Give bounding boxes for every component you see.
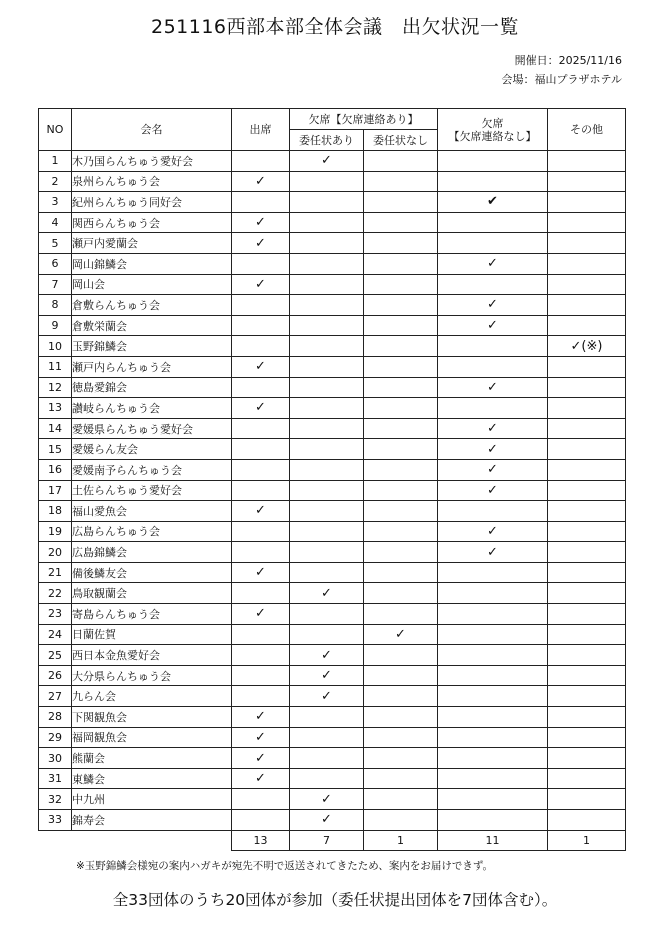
table-row xyxy=(39,459,626,480)
row-proxy-yes-cell xyxy=(290,377,364,398)
row-proxy-yes-cell xyxy=(290,521,364,542)
row-name: 愛媛南予らんちゅう会 xyxy=(72,459,232,480)
row-attend-cell: ✓ xyxy=(232,171,290,192)
row-attend-cell: ✓ xyxy=(232,501,290,522)
row-attend-cell xyxy=(232,459,290,480)
row-other-cell xyxy=(548,789,626,810)
row-name: 玉野錦鱗会 xyxy=(72,336,232,357)
table-row xyxy=(39,810,626,831)
row-number: 29 xyxy=(39,727,72,748)
row-proxy-no-cell: ✓ xyxy=(364,624,438,645)
row-other-cell xyxy=(548,233,626,254)
row-absent-no-notice-cell xyxy=(438,583,548,604)
row-proxy-yes-cell xyxy=(290,707,364,728)
row-attend-cell xyxy=(232,583,290,604)
row-absent-no-notice-cell: ✓ xyxy=(438,295,548,316)
row-proxy-no-cell xyxy=(364,274,438,295)
table-row xyxy=(39,542,626,563)
row-absent-no-notice-cell xyxy=(438,748,548,769)
total-proxy-no: 1 xyxy=(364,830,438,851)
row-proxy-no-cell xyxy=(364,768,438,789)
row-proxy-no-cell xyxy=(364,645,438,666)
row-number: 2 xyxy=(39,171,72,192)
row-absent-no-notice-cell xyxy=(438,624,548,645)
row-attend-cell: ✓ xyxy=(232,398,290,419)
totals-spacer xyxy=(39,830,72,851)
row-number: 17 xyxy=(39,480,72,501)
row-proxy-yes-cell xyxy=(290,253,364,274)
row-name: 愛媛県らんちゅう愛好会 xyxy=(72,418,232,439)
row-proxy-yes-cell xyxy=(290,562,364,583)
row-number: 18 xyxy=(39,501,72,522)
row-absent-no-notice-cell xyxy=(438,356,548,377)
row-other-cell xyxy=(548,645,626,666)
row-proxy-yes-cell xyxy=(290,418,364,439)
row-proxy-no-cell xyxy=(364,233,438,254)
row-name: 鳥取観蘭会 xyxy=(72,583,232,604)
row-attend-cell xyxy=(232,151,290,172)
row-attend-cell: ✓ xyxy=(232,233,290,254)
attendance-table xyxy=(38,108,626,851)
row-name: 下関観魚会 xyxy=(72,707,232,728)
row-other-cell xyxy=(548,377,626,398)
row-other-cell xyxy=(548,748,626,769)
row-name: 瀬戸内らんちゅう会 xyxy=(72,356,232,377)
row-name: 広島らんちゅう会 xyxy=(72,521,232,542)
row-number: 14 xyxy=(39,418,72,439)
row-proxy-yes-cell xyxy=(290,748,364,769)
row-name: 関西らんちゅう会 xyxy=(72,212,232,233)
row-other-cell xyxy=(548,604,626,625)
row-other-cell xyxy=(548,707,626,728)
totals-spacer xyxy=(72,830,232,851)
row-number: 8 xyxy=(39,295,72,316)
table-row xyxy=(39,295,626,316)
totals-row xyxy=(39,830,626,851)
row-proxy-yes-cell xyxy=(290,212,364,233)
row-proxy-yes-cell xyxy=(290,356,364,377)
row-name: 錦寿会 xyxy=(72,810,232,831)
row-name: 九らん会 xyxy=(72,686,232,707)
row-other-cell xyxy=(548,727,626,748)
row-proxy-no-cell xyxy=(364,439,438,460)
row-proxy-yes-cell xyxy=(290,727,364,748)
row-proxy-yes-cell xyxy=(290,542,364,563)
row-other-cell xyxy=(548,624,626,645)
row-name: 東鱗会 xyxy=(72,768,232,789)
row-other-cell xyxy=(548,418,626,439)
row-proxy-yes-cell xyxy=(290,459,364,480)
row-other-cell xyxy=(548,439,626,460)
row-number: 3 xyxy=(39,192,72,213)
row-number: 19 xyxy=(39,521,72,542)
row-name: 西日本金魚愛好会 xyxy=(72,645,232,666)
row-absent-no-notice-cell xyxy=(438,686,548,707)
row-other-cell xyxy=(548,521,626,542)
row-absent-no-notice-cell xyxy=(438,274,548,295)
table-row xyxy=(39,315,626,336)
row-proxy-no-cell xyxy=(364,398,438,419)
table-row xyxy=(39,583,626,604)
row-attend-cell xyxy=(232,315,290,336)
row-name: 熊蘭会 xyxy=(72,748,232,769)
row-attend-cell: ✓ xyxy=(232,274,290,295)
table-row xyxy=(39,398,626,419)
row-proxy-no-cell xyxy=(364,604,438,625)
row-attend-cell xyxy=(232,624,290,645)
row-other-cell xyxy=(548,583,626,604)
row-proxy-yes-cell xyxy=(290,624,364,645)
row-attend-cell xyxy=(232,439,290,460)
row-attend-cell xyxy=(232,665,290,686)
table-row xyxy=(39,727,626,748)
row-number: 25 xyxy=(39,645,72,666)
table-row xyxy=(39,356,626,377)
row-attend-cell xyxy=(232,521,290,542)
row-proxy-yes-cell xyxy=(290,480,364,501)
row-number: 10 xyxy=(39,336,72,357)
row-name: 讃岐らんちゅう会 xyxy=(72,398,232,419)
row-absent-no-notice-cell xyxy=(438,233,548,254)
row-proxy-yes-cell xyxy=(290,439,364,460)
row-proxy-no-cell xyxy=(364,192,438,213)
row-proxy-no-cell xyxy=(364,562,438,583)
table-row xyxy=(39,686,626,707)
row-number: 13 xyxy=(39,398,72,419)
row-proxy-yes-cell xyxy=(290,398,364,419)
row-proxy-no-cell xyxy=(364,665,438,686)
row-other-cell xyxy=(548,192,626,213)
row-attend-cell: ✓ xyxy=(232,768,290,789)
row-proxy-yes-cell xyxy=(290,274,364,295)
row-proxy-yes-cell xyxy=(290,233,364,254)
row-number: 20 xyxy=(39,542,72,563)
row-proxy-yes-cell: ✓ xyxy=(290,645,364,666)
row-proxy-no-cell xyxy=(364,295,438,316)
row-proxy-no-cell xyxy=(364,377,438,398)
row-proxy-yes-cell xyxy=(290,315,364,336)
table-row xyxy=(39,707,626,728)
row-absent-no-notice-cell xyxy=(438,604,548,625)
row-absent-no-notice-cell: ✓ xyxy=(438,253,548,274)
row-number: 26 xyxy=(39,665,72,686)
row-number: 6 xyxy=(39,253,72,274)
row-other-cell xyxy=(548,356,626,377)
row-attend-cell xyxy=(232,542,290,563)
row-absent-no-notice-cell xyxy=(438,171,548,192)
row-proxy-yes-cell: ✓ xyxy=(290,810,364,831)
table-row xyxy=(39,562,626,583)
row-number: 22 xyxy=(39,583,72,604)
row-other-cell xyxy=(548,480,626,501)
row-number: 32 xyxy=(39,789,72,810)
row-proxy-no-cell xyxy=(364,501,438,522)
table-row xyxy=(39,521,626,542)
row-name: 日蘭佐賀 xyxy=(72,624,232,645)
table-row xyxy=(39,480,626,501)
row-number: 31 xyxy=(39,768,72,789)
header-no: NO xyxy=(39,109,72,151)
row-number: 33 xyxy=(39,810,72,831)
row-absent-no-notice-cell: ✔ xyxy=(438,192,548,213)
row-absent-no-notice-cell xyxy=(438,336,548,357)
row-proxy-no-cell xyxy=(364,418,438,439)
row-proxy-no-cell xyxy=(364,727,438,748)
header-absent-with-notice: 欠席【欠席連絡あり】 xyxy=(290,109,438,130)
page-title: 251116西部本部全体会議 出欠状況一覧 xyxy=(150,16,520,38)
table-row xyxy=(39,624,626,645)
header-other: その他 xyxy=(548,109,626,151)
row-proxy-no-cell xyxy=(364,212,438,233)
row-proxy-no-cell xyxy=(364,171,438,192)
row-name: 中九州 xyxy=(72,789,232,810)
row-attend-cell xyxy=(232,418,290,439)
row-other-cell xyxy=(548,501,626,522)
table-row xyxy=(39,212,626,233)
row-attend-cell xyxy=(232,377,290,398)
table-row xyxy=(39,233,626,254)
table-row xyxy=(39,151,626,172)
row-other-cell xyxy=(548,810,626,831)
row-other-cell xyxy=(548,315,626,336)
table-row xyxy=(39,789,626,810)
row-proxy-no-cell xyxy=(364,459,438,480)
table-row xyxy=(39,253,626,274)
row-proxy-no-cell xyxy=(364,686,438,707)
row-proxy-no-cell xyxy=(364,315,438,336)
row-absent-no-notice-cell xyxy=(438,665,548,686)
row-name: 福岡観魚会 xyxy=(72,727,232,748)
header-name: 会名 xyxy=(72,109,232,151)
row-other-cell xyxy=(548,398,626,419)
row-attend-cell xyxy=(232,480,290,501)
row-other-cell xyxy=(548,151,626,172)
table-row xyxy=(39,665,626,686)
table-row xyxy=(39,336,626,357)
row-absent-no-notice-cell: ✓ xyxy=(438,480,548,501)
row-name: 岡山会 xyxy=(72,274,232,295)
row-number: 9 xyxy=(39,315,72,336)
table-row xyxy=(39,377,626,398)
meeting-date: 開催日：2025/11/16 xyxy=(514,54,622,67)
row-name: 福山愛魚会 xyxy=(72,501,232,522)
row-other-cell xyxy=(548,253,626,274)
header-absent-no-notice: 欠席 【欠席連絡なし】 xyxy=(438,109,548,151)
row-other-cell xyxy=(548,562,626,583)
row-proxy-no-cell xyxy=(364,356,438,377)
row-proxy-yes-cell: ✓ xyxy=(290,686,364,707)
row-attend-cell: ✓ xyxy=(232,748,290,769)
row-number: 16 xyxy=(39,459,72,480)
row-number: 4 xyxy=(39,212,72,233)
row-absent-no-notice-cell: ✓ xyxy=(438,521,548,542)
row-number: 28 xyxy=(39,707,72,728)
row-absent-no-notice-cell xyxy=(438,645,548,666)
row-proxy-yes-cell xyxy=(290,336,364,357)
row-absent-no-notice-cell: ✓ xyxy=(438,459,548,480)
row-absent-no-notice-cell xyxy=(438,151,548,172)
total-absent-no-notice: 11 xyxy=(438,830,548,851)
table-row xyxy=(39,274,626,295)
row-proxy-no-cell xyxy=(364,748,438,769)
row-absent-no-notice-cell: ✓ xyxy=(438,377,548,398)
row-number: 12 xyxy=(39,377,72,398)
row-name: 木乃国らんちゅう愛好会 xyxy=(72,151,232,172)
row-other-cell xyxy=(548,665,626,686)
row-number: 24 xyxy=(39,624,72,645)
row-number: 21 xyxy=(39,562,72,583)
row-attend-cell xyxy=(232,253,290,274)
table-row xyxy=(39,768,626,789)
row-number: 5 xyxy=(39,233,72,254)
row-proxy-no-cell xyxy=(364,810,438,831)
row-proxy-no-cell xyxy=(364,480,438,501)
row-proxy-yes-cell xyxy=(290,171,364,192)
row-name: 倉敷栄蘭会 xyxy=(72,315,232,336)
table-row xyxy=(39,418,626,439)
summary-text: 全33団体のうち20団体が参加（委任状提出団体を7団体含む）。 xyxy=(112,891,558,909)
row-proxy-yes-cell: ✓ xyxy=(290,151,364,172)
row-proxy-yes-cell: ✓ xyxy=(290,665,364,686)
row-number: 23 xyxy=(39,604,72,625)
header-attend: 出席 xyxy=(232,109,290,151)
row-absent-no-notice-cell xyxy=(438,810,548,831)
row-name: 倉敷らんちゅう会 xyxy=(72,295,232,316)
table-row xyxy=(39,604,626,625)
row-attend-cell: ✓ xyxy=(232,707,290,728)
row-number: 7 xyxy=(39,274,72,295)
row-proxy-yes-cell xyxy=(290,501,364,522)
row-number: 11 xyxy=(39,356,72,377)
header-proxy-no: 委任状なし xyxy=(364,130,438,151)
row-other-cell xyxy=(548,542,626,563)
row-attend-cell: ✓ xyxy=(232,727,290,748)
table-row xyxy=(39,192,626,213)
row-proxy-no-cell xyxy=(364,542,438,563)
row-name: 岡山錦鱗会 xyxy=(72,253,232,274)
row-name: 紀州らんちゅう同好会 xyxy=(72,192,232,213)
row-proxy-no-cell xyxy=(364,583,438,604)
row-number: 1 xyxy=(39,151,72,172)
row-name: 寄島らんちゅう会 xyxy=(72,604,232,625)
row-other-cell: ✓(※) xyxy=(548,336,626,357)
row-name: 広島錦鱗会 xyxy=(72,542,232,563)
row-absent-no-notice-cell: ✓ xyxy=(438,418,548,439)
row-proxy-no-cell xyxy=(364,151,438,172)
table-row xyxy=(39,501,626,522)
row-other-cell xyxy=(548,768,626,789)
row-number: 15 xyxy=(39,439,72,460)
row-absent-no-notice-cell: ✓ xyxy=(438,542,548,563)
row-absent-no-notice-cell xyxy=(438,707,548,728)
row-number: 30 xyxy=(39,748,72,769)
table-row xyxy=(39,439,626,460)
row-attend-cell: ✓ xyxy=(232,562,290,583)
row-other-cell xyxy=(548,459,626,480)
row-other-cell xyxy=(548,274,626,295)
row-other-cell xyxy=(548,686,626,707)
row-proxy-yes-cell xyxy=(290,192,364,213)
row-absent-no-notice-cell xyxy=(438,212,548,233)
row-attend-cell: ✓ xyxy=(232,604,290,625)
row-name: 泉州らんちゅう会 xyxy=(72,171,232,192)
row-absent-no-notice-cell: ✓ xyxy=(438,315,548,336)
row-name: 瀬戸内愛蘭会 xyxy=(72,233,232,254)
total-other: 1 xyxy=(548,830,626,851)
row-attend-cell xyxy=(232,295,290,316)
row-attend-cell xyxy=(232,810,290,831)
venue: 会場：福山プラザホテル xyxy=(501,73,622,86)
row-proxy-no-cell xyxy=(364,789,438,810)
row-absent-no-notice-cell: ✓ xyxy=(438,439,548,460)
row-attend-cell: ✓ xyxy=(232,356,290,377)
row-absent-no-notice-cell xyxy=(438,727,548,748)
row-attend-cell xyxy=(232,789,290,810)
total-attend: 13 xyxy=(232,830,290,851)
row-attend-cell xyxy=(232,686,290,707)
row-proxy-yes-cell: ✓ xyxy=(290,789,364,810)
row-proxy-yes-cell: ✓ xyxy=(290,583,364,604)
row-attend-cell xyxy=(232,192,290,213)
row-attend-cell xyxy=(232,336,290,357)
row-proxy-yes-cell xyxy=(290,604,364,625)
row-other-cell xyxy=(548,295,626,316)
footnote: ※玉野錦鱗会様宛の案内ハガキが宛先不明で返送されてきたため、案内をお届けできず。 xyxy=(76,860,494,872)
row-proxy-no-cell xyxy=(364,253,438,274)
total-proxy-yes: 7 xyxy=(290,830,364,851)
row-proxy-yes-cell xyxy=(290,295,364,316)
row-attend-cell: ✓ xyxy=(232,212,290,233)
table-row xyxy=(39,748,626,769)
table-row xyxy=(39,171,626,192)
header-proxy-yes: 委任状あり xyxy=(290,130,364,151)
row-proxy-no-cell xyxy=(364,336,438,357)
row-absent-no-notice-cell xyxy=(438,562,548,583)
row-name: 愛媛らん友会 xyxy=(72,439,232,460)
row-absent-no-notice-cell xyxy=(438,398,548,419)
row-other-cell xyxy=(548,212,626,233)
table-row xyxy=(39,645,626,666)
row-attend-cell xyxy=(232,645,290,666)
row-proxy-yes-cell xyxy=(290,768,364,789)
row-absent-no-notice-cell xyxy=(438,768,548,789)
row-proxy-no-cell xyxy=(364,521,438,542)
row-absent-no-notice-cell xyxy=(438,501,548,522)
row-name: 徳島愛錦会 xyxy=(72,377,232,398)
row-name: 備後鱗友会 xyxy=(72,562,232,583)
row-name: 土佐らんちゅう愛好会 xyxy=(72,480,232,501)
row-absent-no-notice-cell xyxy=(438,789,548,810)
row-other-cell xyxy=(548,171,626,192)
row-name: 大分県らんちゅう会 xyxy=(72,665,232,686)
row-proxy-no-cell xyxy=(364,707,438,728)
row-number: 27 xyxy=(39,686,72,707)
